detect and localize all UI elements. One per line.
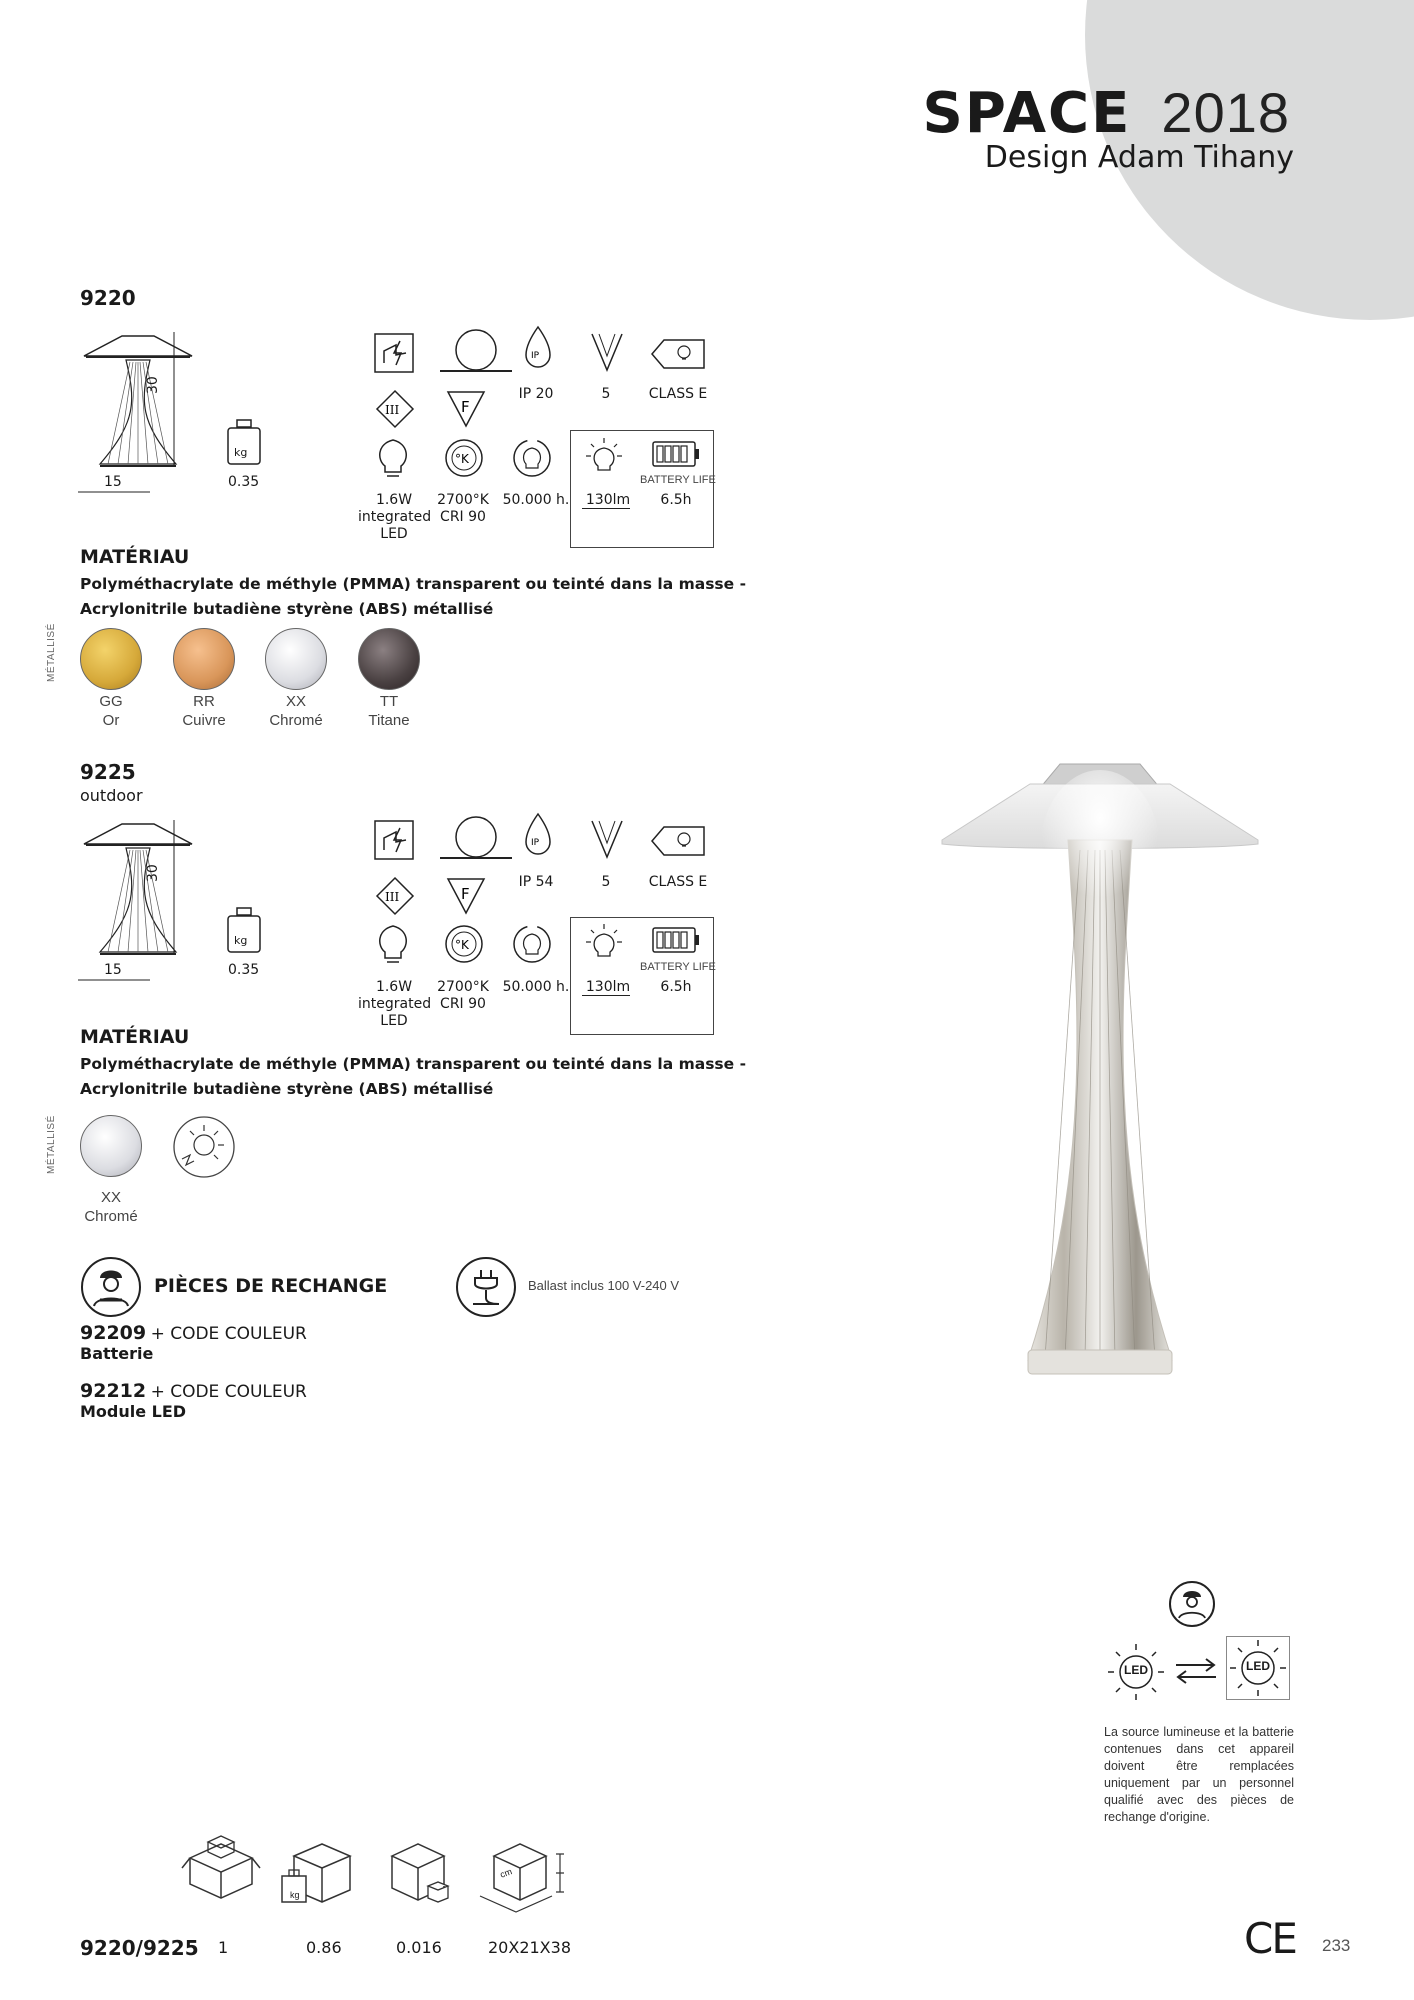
class-2-insulation-icon-outdoor xyxy=(374,820,414,860)
designer-credit: Design Adam Tihany xyxy=(984,140,1294,175)
bulb-icon xyxy=(375,436,411,480)
swatch-chrome-code-outdoor: XX xyxy=(100,1189,121,1206)
product-code-9220: 9220 xyxy=(80,286,136,310)
swatch-chrome[interactable] xyxy=(265,628,327,690)
led-notice-text: La source lumineuse et la batterie contenues dans cet appareil doivent être remplacées uniquement par un personnel qualifié avec des pièces de rechange d'origine. xyxy=(1104,1725,1294,1824)
package-code: 9220/9225 xyxy=(80,1936,199,1960)
package-quantity-icon xyxy=(180,1828,262,1902)
package-size: 20X21X38 xyxy=(488,1938,571,1957)
spare-item-battery xyxy=(80,1322,307,1344)
energy-class-icon-outdoor xyxy=(650,825,706,857)
finish-label: MÉTALLISÉ xyxy=(46,623,57,682)
color-temperature-icon xyxy=(444,438,484,478)
finish-label-outdoor: MÉTALLISÉ xyxy=(46,1115,57,1174)
class-3-icon-outdoor xyxy=(376,877,414,915)
power-note: integrated xyxy=(358,509,432,525)
weight-icon-outdoor xyxy=(226,908,262,954)
material-line-1-outdoor: Polyméthacrylate de méthyle (PMMA) transparent ou teinté dans la masse - xyxy=(80,1055,747,1073)
package-cm-unit: cm xyxy=(498,1866,514,1880)
lifetime-icon xyxy=(512,436,556,480)
swatch-chrome-code: XX xyxy=(285,693,306,710)
color-temp-value-outdoor: 2700°K xyxy=(437,979,489,995)
cri-value-outdoor: CRI 90 xyxy=(440,996,486,1012)
battery-life-label-outdoor: BATTERY LIFE xyxy=(640,961,716,973)
package-qty: 1 xyxy=(218,1938,229,1957)
battery-life-label: BATTERY LIFE xyxy=(640,474,716,486)
svg-text:F: F xyxy=(461,398,470,416)
class-2-insulation-icon xyxy=(374,333,414,373)
package-dimensions-icon xyxy=(476,1840,576,1916)
page-title xyxy=(922,80,1290,146)
svg-text:IP: IP xyxy=(531,351,540,361)
swatch-copper-name: Cuivre xyxy=(182,712,226,729)
material-line-2: Acrylonitrile butadiène styrène (ABS) métallisé xyxy=(80,600,494,618)
power-value-outdoor: 1.6W xyxy=(375,979,413,995)
power-type: LED xyxy=(380,526,408,542)
svg-text:°K: °K xyxy=(455,452,469,466)
battery-icon xyxy=(652,440,700,468)
material-heading: MATÉRIAU xyxy=(80,546,190,568)
lumen-value: 130lm xyxy=(585,492,631,508)
power-type-outdoor: LED xyxy=(380,1013,408,1029)
lamp-dimension-drawing-outdoor xyxy=(78,820,198,980)
volt-icon xyxy=(590,332,624,372)
ip-rating-icon-outdoor xyxy=(520,812,556,858)
energy-class-value: CLASS E xyxy=(648,386,708,402)
spare-desc: Batterie xyxy=(80,1344,154,1363)
product-name: SPACE xyxy=(922,81,1132,146)
f-mark-icon-outdoor xyxy=(446,877,486,915)
svg-text:III: III xyxy=(385,403,400,417)
swatch-chrome-name: Chromé xyxy=(269,712,323,729)
product-code-9225: 9225 xyxy=(80,760,136,784)
weight-unit-outdoor: kg xyxy=(234,934,248,947)
lamp-dimension-drawing xyxy=(78,332,198,492)
power-note-outdoor: integrated xyxy=(358,996,432,1012)
lifetime-icon-outdoor xyxy=(512,922,556,966)
product-subtitle: outdoor xyxy=(80,786,143,805)
swatch-titanium-code: TT xyxy=(379,693,399,710)
ballast-note: Ballast inclus 100 V-240 V xyxy=(528,1278,680,1293)
swatch-copper-code: RR xyxy=(193,693,215,710)
cri-value: CRI 90 xyxy=(440,509,486,525)
dim-height-outdoor: 30 xyxy=(145,864,161,882)
class-3-icon xyxy=(376,390,414,428)
surface-mounting-icon xyxy=(440,328,512,374)
lumen-icon-outdoor xyxy=(582,922,626,966)
bulb-icon-outdoor xyxy=(375,922,411,966)
volt-value-outdoor: 5 xyxy=(601,874,611,890)
svg-text:III: III xyxy=(385,890,400,904)
power-value: 1.6W xyxy=(375,492,413,508)
led-icon-left-text: LED xyxy=(1124,1663,1148,1677)
swap-arrows-icon xyxy=(1172,1656,1220,1686)
material-line-2-outdoor: Acrylonitrile butadiène styrène (ABS) métallisé xyxy=(80,1080,494,1098)
product-photo xyxy=(930,740,1270,1400)
weight-icon xyxy=(226,420,262,466)
material-line-1: Polyméthacrylate de méthyle (PMMA) transparent ou teinté dans la masse - xyxy=(80,575,747,593)
ip-rating-icon xyxy=(520,325,556,371)
lifetime-value: 50.000 h. xyxy=(502,492,570,508)
weight-unit: kg xyxy=(234,446,248,459)
lumen-icon xyxy=(582,436,626,480)
package-weight: 0.86 xyxy=(306,1938,342,1957)
dim-height: 30 xyxy=(145,376,161,394)
surface-mounting-icon-outdoor xyxy=(440,815,512,861)
package-volume-icon xyxy=(388,1840,454,1906)
dim-base: 15 xyxy=(104,474,122,490)
dim-base-outdoor: 15 xyxy=(104,962,122,978)
color-temperature-icon-outdoor xyxy=(444,924,484,964)
ip-rating-value-outdoor: IP 54 xyxy=(518,874,554,890)
lifetime-value-outdoor: 50.000 h. xyxy=(502,979,570,995)
package-volume: 0.016 xyxy=(396,1938,442,1957)
svg-text:F: F xyxy=(461,885,470,903)
volt-value: 5 xyxy=(601,386,611,402)
swatch-gold-name: Or xyxy=(102,712,120,729)
color-temp-value: 2700°K xyxy=(437,492,489,508)
swatch-titanium-name: Titane xyxy=(368,712,410,729)
f-mark-icon xyxy=(446,390,486,428)
swatch-chrome-outdoor[interactable] xyxy=(80,1115,142,1177)
ip-rating-value: IP 20 xyxy=(518,386,554,402)
battery-life-value: 6.5h xyxy=(660,492,692,508)
svg-text:°K: °K xyxy=(455,938,469,952)
plug-icon xyxy=(455,1256,517,1318)
lumen-underline-outdoor xyxy=(582,995,630,996)
battery-life-value-outdoor: 6.5h xyxy=(660,979,692,995)
spare-item-led xyxy=(80,1380,307,1402)
technician-icon xyxy=(80,1256,142,1318)
spare-code: 92212 xyxy=(80,1380,147,1402)
spare-desc: Module LED xyxy=(80,1402,187,1421)
swatch-chrome-name-outdoor: Chromé xyxy=(84,1208,138,1225)
swatch-gold[interactable] xyxy=(80,628,142,690)
spare-suffix: + CODE COULEUR xyxy=(150,1382,307,1402)
product-year: 2018 xyxy=(1161,81,1290,144)
material-heading-outdoor: MATÉRIAU xyxy=(80,1026,190,1048)
spare-suffix: + CODE COULEUR xyxy=(150,1324,307,1344)
lumen-value-outdoor: 130lm xyxy=(585,979,631,995)
battery-icon-outdoor xyxy=(652,926,700,954)
swatch-titanium[interactable] xyxy=(358,628,420,690)
spare-parts-heading: PIÈCES DE RECHANGE xyxy=(154,1275,388,1297)
package-kg-unit: kg xyxy=(290,1890,300,1900)
weight-value: 0.35 xyxy=(228,474,260,490)
led-icon-right-text: LED xyxy=(1246,1659,1270,1673)
lumen-underline xyxy=(582,508,630,509)
swatch-gold-code: GG xyxy=(99,693,123,710)
ce-mark: CE xyxy=(1244,1914,1296,1963)
volt-icon-outdoor xyxy=(590,819,624,859)
page-number: 233 xyxy=(1322,1936,1351,1955)
energy-class-icon xyxy=(650,338,706,370)
energy-class-value-outdoor: CLASS E xyxy=(648,874,708,890)
weight-value-outdoor: 0.35 xyxy=(228,962,260,978)
svg-text:IP: IP xyxy=(531,838,540,848)
swatch-copper[interactable] xyxy=(173,628,235,690)
uv-weather-icon xyxy=(172,1115,236,1179)
spare-code: 92209 xyxy=(80,1322,147,1344)
technician-icon-small xyxy=(1168,1580,1216,1628)
